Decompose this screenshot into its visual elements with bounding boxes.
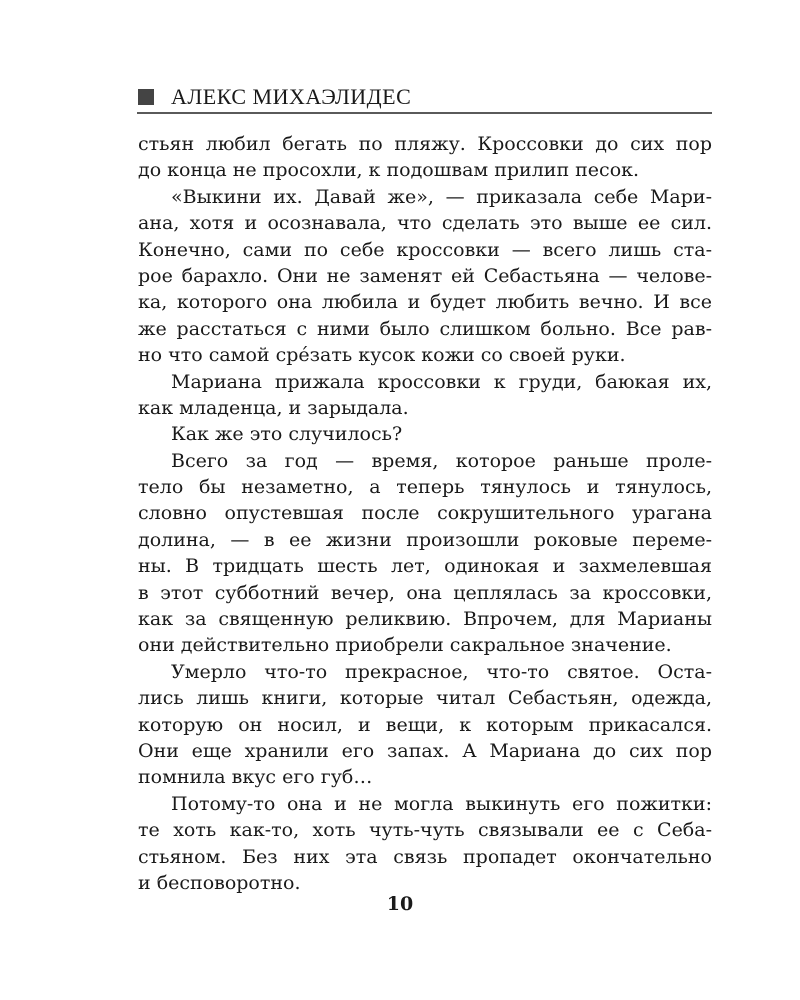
text-line: же расстаться с ними было слишком больно. Все рав- xyxy=(138,317,712,340)
text-line: как младенца, и зарыдала. xyxy=(138,396,409,419)
text-line: в этот субботний вечер, она цеплялась за кроссовки, xyxy=(138,581,712,604)
text-line: долина, — в ее жизни произошли роковые переме- xyxy=(138,528,712,551)
header-title: АЛЕКС МИХАЭЛИДЕС xyxy=(171,84,412,109)
text-line: Мариана прижала кроссовки к груди, баюкая их, xyxy=(171,370,712,393)
text-line: лись лишь книги, которые читал Себастьян, одежда, xyxy=(138,687,712,710)
text-line: ана, хотя и осознавала, что сделать это выше ее сил. xyxy=(138,212,712,235)
text-line: как за священную реликвию. Впрочем, для Марианы xyxy=(138,608,712,631)
text-line: до конца не просохли, к подошвам прилип песок. xyxy=(138,159,640,182)
text-line: «Выкини их. Давай же», — приказала себе Мари- xyxy=(171,185,712,208)
text-line: тело бы незаметно, а теперь тянулось и тянулось, xyxy=(138,476,712,499)
header-square-icon xyxy=(138,89,154,105)
text-line: но что самой срéзать кусок кожи со своей руки. xyxy=(138,344,626,367)
text-line: стьяном. Без них эта связь пропадет окончательно xyxy=(138,845,712,868)
text-line: помнила вкус его губ… xyxy=(138,766,373,789)
text-line: словно опустевшая после сокрушительного урагана xyxy=(138,502,712,525)
text-line: Они еще хранили его запах. А Мариана до сих пор xyxy=(138,739,712,762)
text-line: Потому-то она и не могла выкинуть его пожитки: xyxy=(171,792,712,815)
text-line: те хоть как-то, хоть чуть-чуть связывали ее с Себа- xyxy=(138,819,712,842)
text-line: Всего за год — время, которое раньше проле- xyxy=(171,449,712,472)
text-line: и бесповоротно. xyxy=(138,871,301,894)
running-header xyxy=(137,86,712,114)
body-text xyxy=(138,131,712,896)
text-line: которую он носил, и вещи, к которым прикасался. xyxy=(138,713,712,736)
text-line: ка, которого она любила и будет любить вечно. И все xyxy=(138,291,712,314)
text-line: Умерло что-то прекрасное, что-то святое. Оста- xyxy=(171,660,712,683)
page-number: 10 xyxy=(386,893,414,915)
text-line: Конечно, сами по себе кроссовки — всего лишь ста- xyxy=(138,238,712,261)
text-line: Как же это случилось? xyxy=(171,423,403,446)
text-line: ны. В тридцать шесть лет, одинокая и захмелевшая xyxy=(138,555,712,578)
text-line: они действительно приобрели сакральное значение. xyxy=(138,634,672,657)
text-line: рое барахло. Они не заменят ей Себастьяна — челове- xyxy=(138,264,712,287)
text-line: стьян любил бегать по пляжу. Кроссовки до сих пор xyxy=(138,133,712,155)
